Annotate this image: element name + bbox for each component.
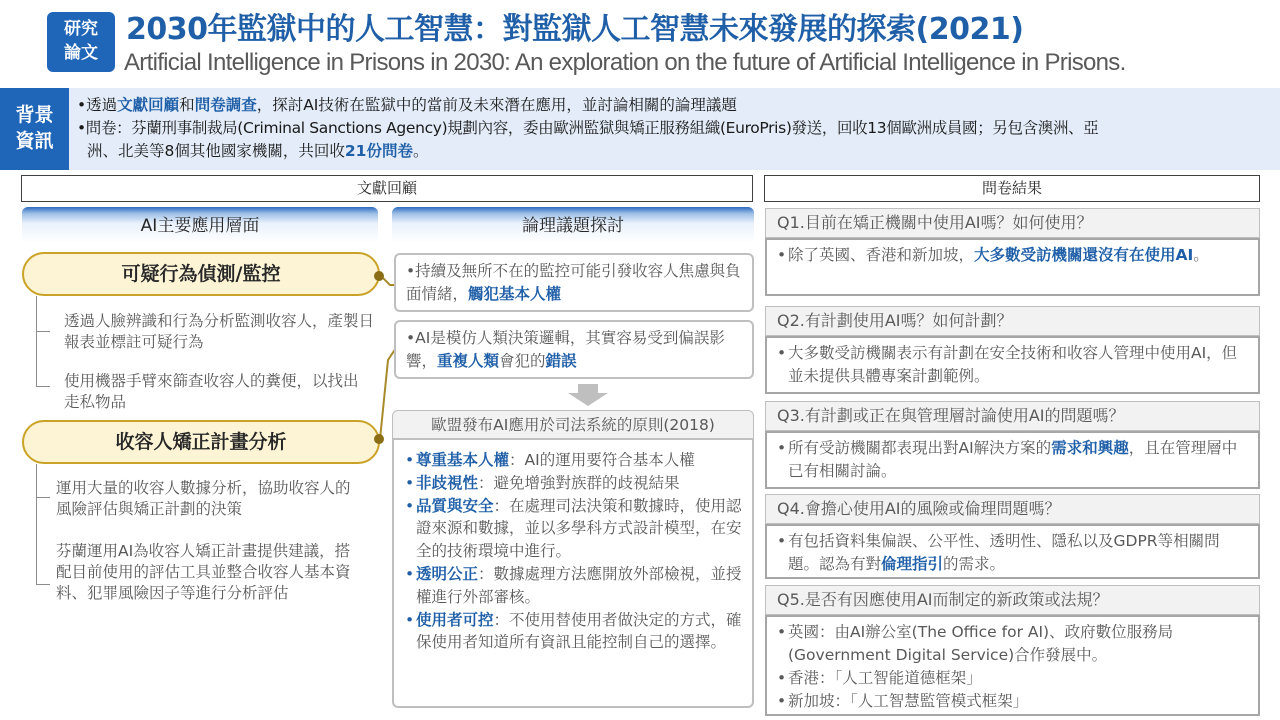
text-segment: 除了英國、香港和新加坡， [788,246,975,264]
bullet: • [777,439,787,457]
ethics-box-human-rights [394,253,754,312]
bullet: • [405,564,415,583]
text-segment: 新加坡：「人工智慧監管模式框架」 [788,692,1029,710]
background-label [0,88,69,170]
answer-item [777,621,1250,667]
text-segment: 。 [1193,246,1209,264]
question-3: Q3.有計劃或正在與管理層討論使用AI的問題嗎？ [765,401,1260,431]
text-segment: 所有受訪機關都表現出對AI解決方案的 [788,439,1052,457]
text-segment: ，且在管理層中已有相關討論。 [788,439,1238,480]
eu-principles-list [392,438,754,708]
highlight-repeat-human: 重複人類 [437,352,500,370]
text-segment: •透過 [77,96,118,114]
page-title: 2030年監獄中的人工智慧：對監獄人工智慧未來發展的探索(2021) [126,12,1024,47]
text-segment: 英國：由AI辦公室(The Office for AI)、政府數位服務局(Government Digital Service)合作發展中。 [788,623,1174,664]
text-segment: 有包括資料集偏誤、公平性、透明性、隱私以及GDPR等相關問題。認為有對 [788,532,1220,573]
answer-item [777,437,1250,483]
highlight-21-surveys: 21份問卷 [344,142,413,160]
page-subtitle: Artificial Intelligence in Prisons in 2030: An exploration on the future of Artificial Intelligence in Prisons. [124,49,1126,76]
highlight-human-rights: 觸犯基本人權 [468,285,562,303]
eu-principles-title: 歐盟發布AI應用於司法系統的原則(2018) [392,410,754,438]
bracket-tick [36,386,50,387]
text-segment: •問卷：芬蘭刑事制裁局(Criminal Sanctions Agency)規劃內容，委由歐洲監獄與矯正服務組織(EuroPris)發送，回收13個歐洲成員國；另包含澳洲、亞 [77,119,1099,137]
answer-4 [765,524,1260,579]
eu-principle-item [405,449,742,472]
highlight-literature-review: 文獻回顧 [117,96,180,114]
bracket-tick [36,331,50,332]
principle-key: 尊重基本人權 [416,451,510,469]
question-2: Q2.有計劃使用AI嗎？如何計劃？ [765,306,1260,336]
monitoring-item-1: 透過人臉辨識和行為分析監測收容人，產製日報表並標註可疑行為 [64,312,375,351]
answer-item [777,342,1250,388]
text-segment: •持續及無所不在的監控可能引發收容人焦慮與負面情緒， [406,262,741,303]
connector-dot [374,434,384,444]
principle-key: 非歧視性 [416,473,479,492]
highlight-demand-interest: 需求和興趣 [1051,439,1129,457]
monitoring-item-2: 使用機器手臂來篩查收容人的糞便，以找出走私物品 [64,372,359,411]
eu-principle-item [405,563,742,609]
question-4: Q4.會擔心使用AI的風險或倫理問題嗎？ [765,494,1260,524]
highlight-ethics-guidelines: 倫理指引 [881,555,944,573]
bullet: • [777,669,787,687]
question-1: Q1.目前在矯正機關中使用AI嗎？如何使用？ [765,208,1260,238]
principle-key: 使用者可控 [416,610,494,629]
eu-principle-item [405,495,742,563]
text-segment: 和 [179,96,195,114]
bracket-line [36,464,37,585]
background-label-line-2: 資訊 [15,130,54,152]
background-line-1 [77,94,1270,117]
literature-review-bar: 文獻回顧 [21,175,753,202]
eu-principle-item [405,472,742,495]
ethics-box-bias [394,320,754,379]
text-segment: 。 [412,142,429,160]
answer-1 [765,238,1260,296]
bullet: • [405,496,415,515]
bracket-tick [36,584,50,585]
bullet: • [777,692,787,710]
principle-text: ：數據處理方法應開放外部檢視，並授權進行外部審核。 [416,564,742,606]
principle-text: ：在處理司法決策和數據時，使用認證來源和數據，並以多學科方式設計模型，在安全的技術環境中進行。 [416,496,742,561]
answer-item [777,667,1250,690]
correction-plan-analysis: 收容人矯正計畫分析 [22,420,380,464]
text-segment: 會犯的 [499,352,546,370]
bullet: • [405,473,415,492]
bullet: • [405,451,415,469]
badge-line-1: 研究 [64,19,98,39]
background-label-line-1: 背景 [15,104,54,126]
principle-key: 品質與安全 [416,496,494,515]
paper-badge [47,12,115,72]
bullet: • [777,344,787,362]
text-segment: 香港：「人工智能道德框架」 [788,669,982,687]
correction-item-1: 運用大量的收容人數據分析，協助收容人的風險評估與矯正計劃的決策 [56,479,351,518]
suspicious-behavior-monitoring: 可疑行為偵測/監控 [22,252,380,296]
answer-3 [765,431,1260,489]
bracket-line [36,296,37,387]
text-segment: 的需求。 [943,555,1006,573]
eu-principle-item [405,609,742,655]
answer-2 [765,336,1260,394]
text-segment: •AI是模仿人類決策邏輯，其實容易受到偏誤影響， [406,329,725,370]
bullet: • [777,532,787,550]
connector-dot [374,271,384,281]
principle-text: ：不使用替使用者做決定的方式，確保使用者知道所有資訊且能控制自己的選擇。 [416,610,742,652]
correction-item-2: 芬蘭運用AI為收容人矯正計畫提供建議，搭配目前使用的評估工具並整合收容人基本資料、犯罪風險因子等進行分析評估 [56,542,351,602]
text-segment: 大多數受訪機關表示有計劃在安全技術和收容人管理中使用AI，但並未提供具體專案計劃範例。 [788,344,1238,385]
principle-text: ：避免增強對族群的歧視結果 [478,473,680,492]
principle-key: 透明公正 [416,564,479,583]
background-info [69,88,1280,170]
highlight-survey: 問卷調查 [194,96,257,114]
answer-item [777,530,1250,576]
badge-line-2: 論文 [64,43,98,63]
bullet: • [777,623,787,641]
bullet: • [405,610,415,629]
text-segment: ，探討AI技術在監獄中的當前及未來潛在應用，並討論相關的論理議題 [256,96,737,114]
background-line-2-cont [77,140,1270,163]
bullet: • [777,246,787,264]
ethics-discussion-header: 論理議題探討 [392,207,754,243]
answer-item [777,690,1250,713]
background-line-2 [77,117,1270,140]
answer-item [777,244,1250,267]
answer-5 [765,615,1260,716]
bracket-tick [36,497,50,498]
principle-text: ：AI的運用要符合基本人權 [509,451,695,469]
highlight-errors: 錯誤 [545,352,577,370]
question-5: Q5.是否有因應使用AI而制定的新政策或法規？ [765,585,1260,615]
ai-applications-header: AI主要應用層面 [22,207,378,243]
down-arrow-icon [568,384,608,406]
highlight-most-not-using: 大多數受訪機關還沒有在使用AI [974,246,1194,264]
survey-results-bar: 問卷結果 [764,175,1260,202]
text-segment: 洲、北美等8個其他國家機關，共回收 [87,142,345,160]
